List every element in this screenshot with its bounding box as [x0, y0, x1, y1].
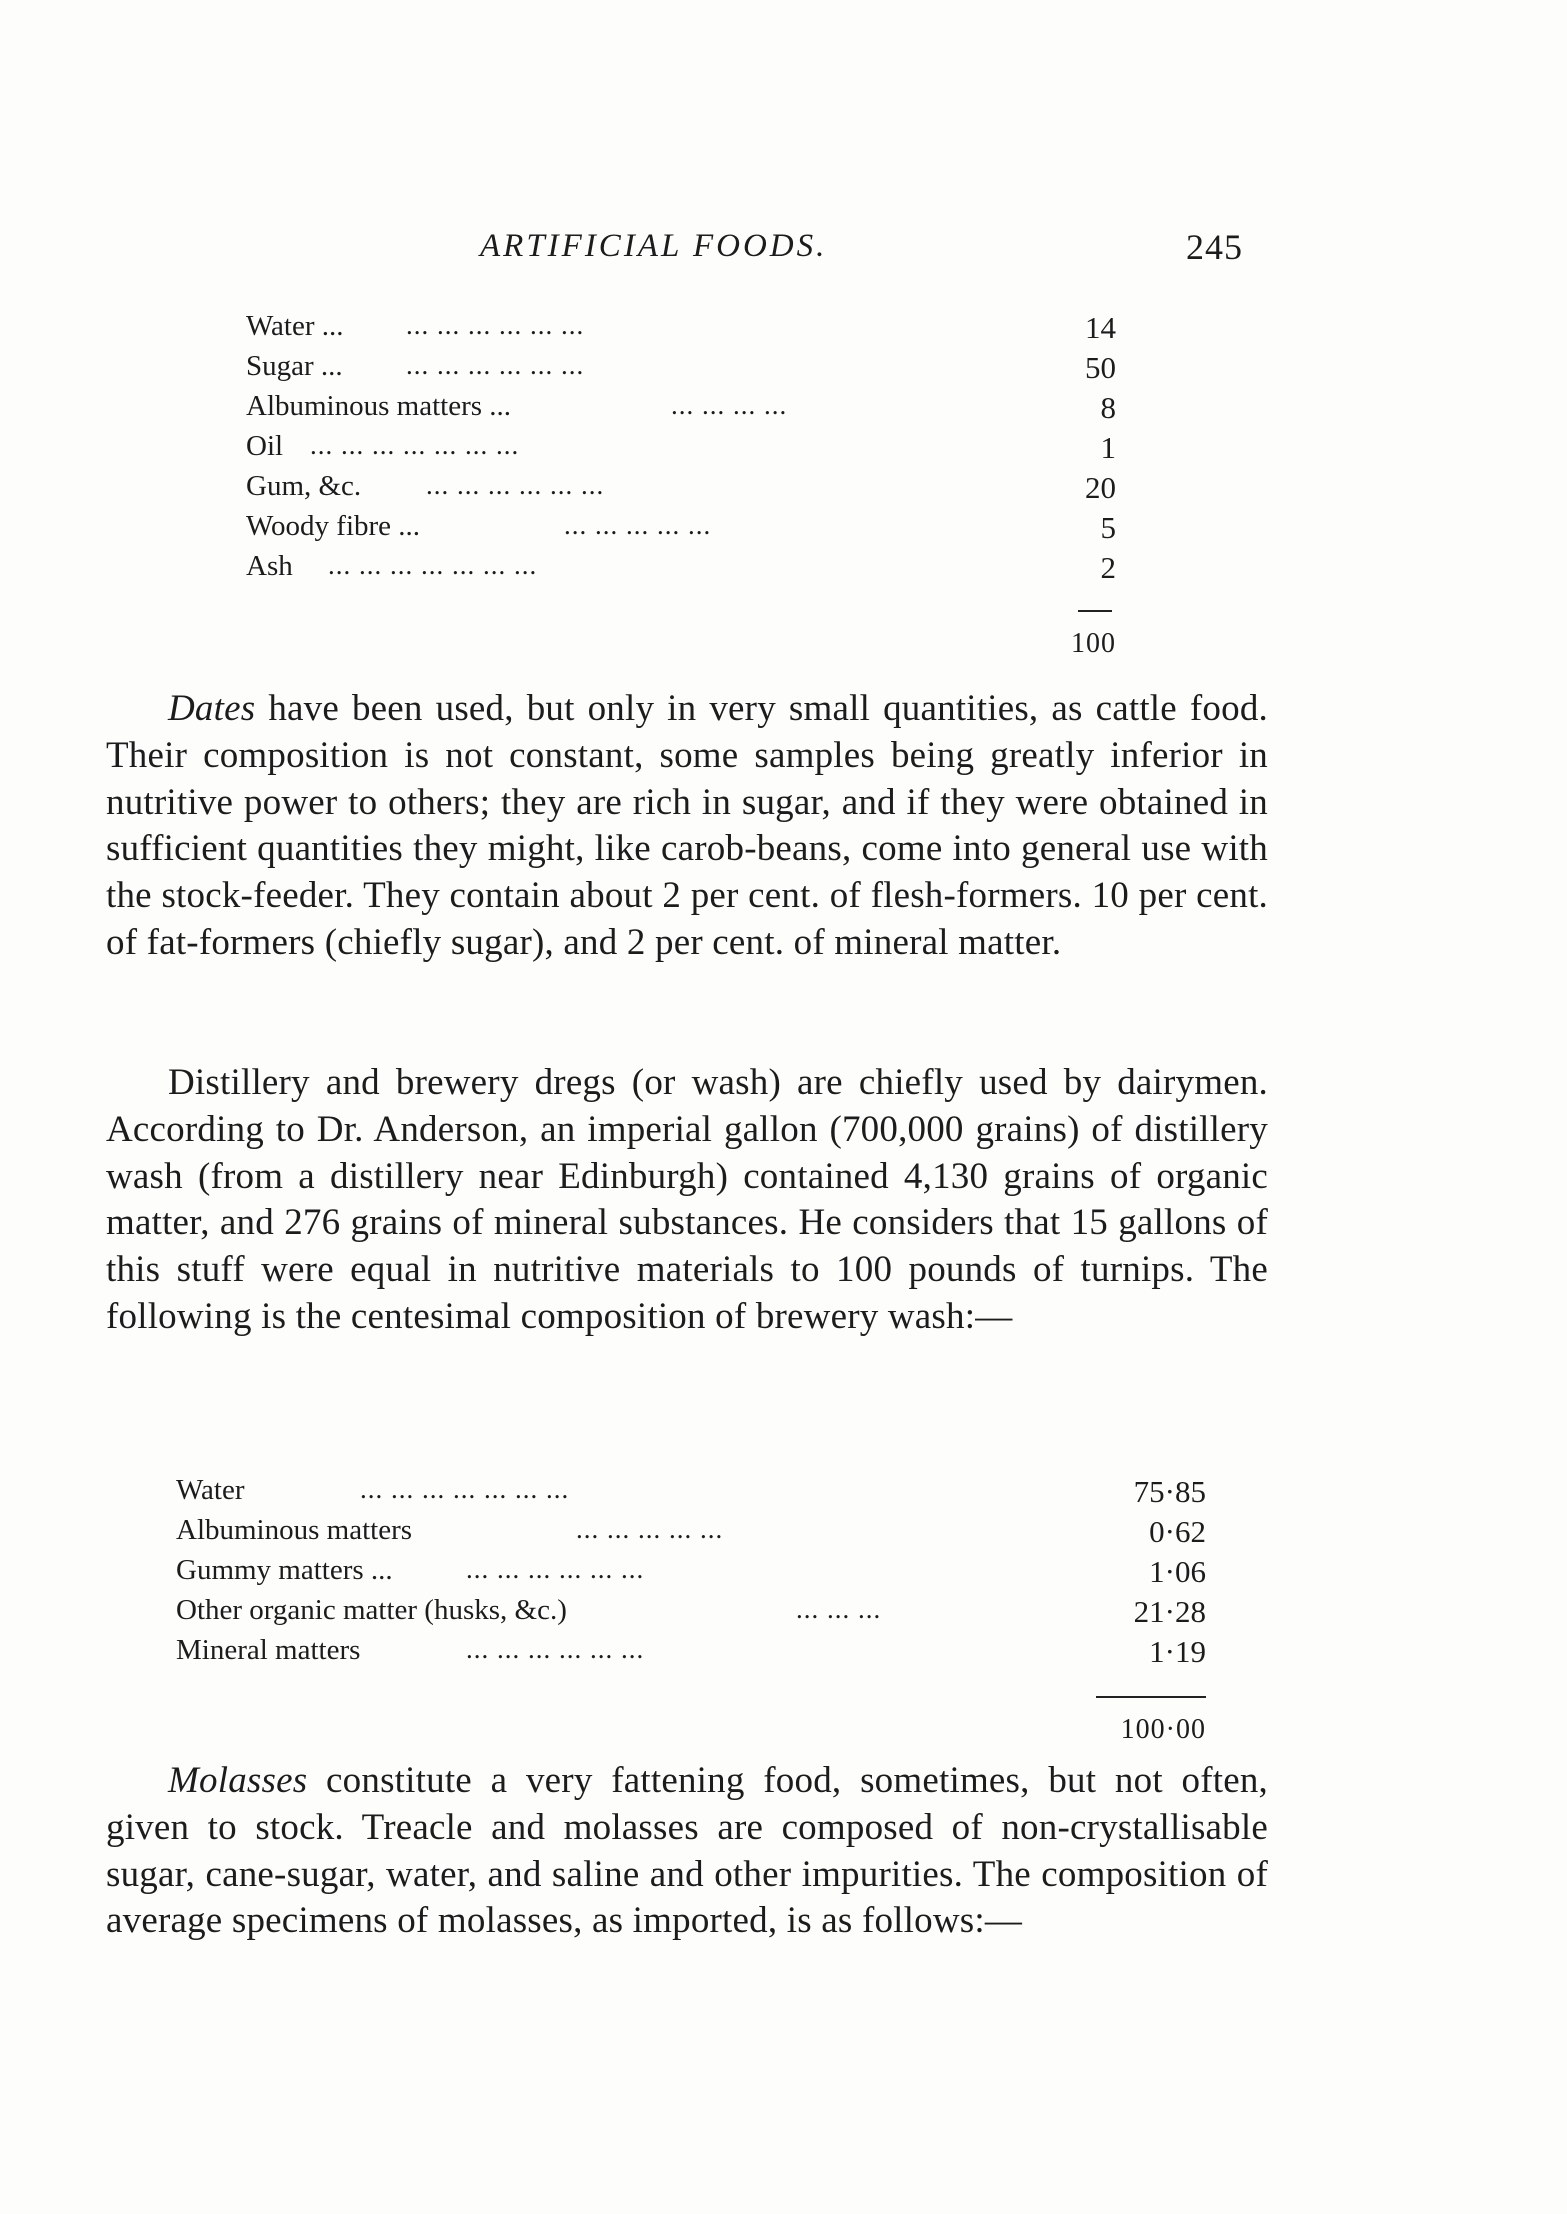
row-label: Gummy matters ...	[176, 1554, 393, 1586]
table-row	[246, 470, 1116, 510]
row-value: 14	[1085, 310, 1116, 345]
row-label: Water	[176, 1474, 245, 1506]
row-label: Water ...	[246, 310, 344, 342]
row-label: Other organic matter (husks, &c.)	[176, 1594, 567, 1626]
row-label: Mineral matters	[176, 1634, 361, 1666]
paragraph-distillery	[106, 1060, 1268, 1341]
table-row	[246, 430, 1116, 470]
paragraph-molasses	[106, 1758, 1268, 1945]
leader-dots: ... ... ... ... ... ...	[466, 1634, 645, 1664]
row-value: 50	[1085, 350, 1116, 385]
running-title: ARTIFICIAL FOODS.	[480, 228, 828, 264]
row-label: Albuminous matters	[176, 1514, 413, 1546]
row-label: Sugar ...	[246, 350, 343, 382]
row-value: 1·19	[1149, 1634, 1206, 1669]
leader-dots: ... ... ... ... ...	[576, 1514, 724, 1544]
row-value: 1·06	[1149, 1554, 1206, 1589]
table-row	[246, 390, 1116, 430]
table-total: 100	[1071, 628, 1116, 659]
table-row	[246, 550, 1116, 590]
row-label: Ash	[246, 550, 293, 582]
leader-dots: ... ... ...	[796, 1594, 882, 1624]
paragraph-text: constitute a very fattening food, sometimes, but not often, given to stock. Treacle and molasses are composed of non-crystallisable sugar, cane-sugar, water, and saline and other impurities. The composition of average specimens of molasses, as imported, is as follows:—	[106, 1760, 1268, 1942]
row-label: Albuminous matters ...	[246, 390, 512, 422]
paragraph-dates	[106, 686, 1268, 967]
leader-dots: ... ... ... ... ... ... ...	[328, 550, 538, 580]
table-row	[176, 1594, 1206, 1634]
row-label: Oil	[246, 430, 284, 462]
composition-table-1	[246, 310, 1116, 670]
sum-rule	[1096, 1696, 1206, 1698]
row-value: 75·85	[1133, 1474, 1206, 1509]
row-value: 0·62	[1149, 1514, 1206, 1549]
table-row	[176, 1554, 1206, 1594]
paragraph-text: have been used, but only in very small quantities, as cattle food. Their composition is not constant, some samples being greatly inferior in nutritive power to others; they are rich in sugar, and if they were obtained in sufficient quantities they might, like carob-beans, come into general use with the stock-feeder. They contain about 2 per cent. of flesh-formers. 10 per cent. of fat-formers (chiefly sugar), and 2 per cent. of mineral matter.	[106, 688, 1268, 963]
leader-dots: ... ... ... ... ... ...	[406, 310, 585, 340]
leader-dots: ... ... ... ... ...	[564, 510, 712, 540]
leader-dots: ... ... ... ... ... ...	[426, 470, 605, 500]
row-value: 5	[1100, 510, 1116, 545]
page-header	[0, 228, 1567, 272]
row-value: 21·28	[1133, 1594, 1206, 1629]
leader-dots: ... ... ... ... ... ... ...	[310, 430, 520, 460]
paragraph-text: Distillery and brewery dregs (or wash) are chiefly used by dairymen. According to Dr. Anderson, an imperial gallon (700,000 grains) of distillery wash (from a distillery near Edinburgh) contained 4,130 grains of organic matter, and 276 grains of mineral substances. He considers that 15 gallons of this stuff were equal in nutritive materials to 100 pounds of turnips. The following is the centesimal composition of brewery wash:—	[106, 1062, 1268, 1337]
row-label: Gum, &c.	[246, 470, 362, 502]
table-total: 100·00	[1120, 1714, 1206, 1745]
row-value: 8	[1100, 390, 1116, 425]
page-number: 245	[1186, 227, 1243, 267]
table-row	[176, 1514, 1206, 1554]
table-row	[176, 1474, 1206, 1514]
table-row	[246, 350, 1116, 390]
table-row	[246, 510, 1116, 550]
leader-dots: ... ... ... ... ... ...	[466, 1554, 645, 1584]
leader-dots: ... ... ... ...	[671, 390, 788, 420]
table-row	[246, 310, 1116, 350]
row-label: Woody fibre ...	[246, 510, 421, 542]
lead-term: Molasses	[168, 1760, 308, 1801]
leader-dots: ... ... ... ... ... ... ...	[360, 1474, 570, 1504]
lead-term: Dates	[168, 688, 256, 729]
composition-table-2	[176, 1474, 1206, 1764]
leader-dots: ... ... ... ... ... ...	[406, 350, 585, 380]
row-value: 20	[1085, 470, 1116, 505]
row-value: 1	[1100, 430, 1116, 465]
row-value: 2	[1100, 550, 1116, 585]
sum-rule	[1078, 610, 1112, 612]
table-row	[176, 1634, 1206, 1674]
